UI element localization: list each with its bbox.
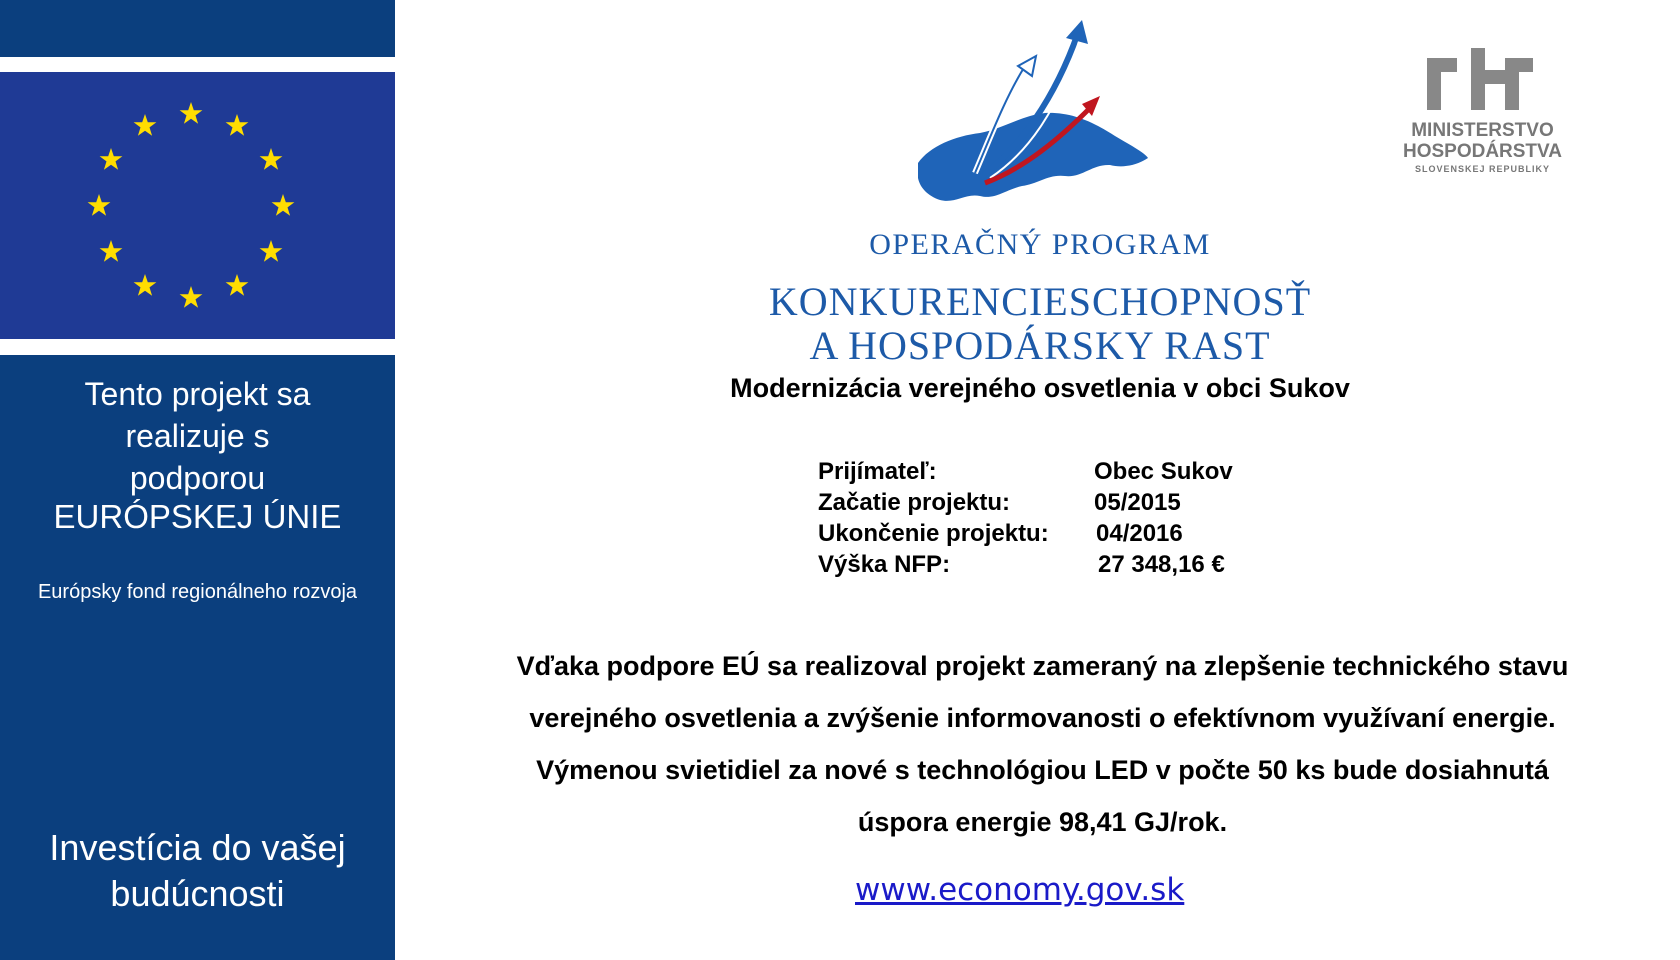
eu-flag — [0, 72, 395, 339]
ministry-logo — [1385, 48, 1575, 188]
description-line: úspora energie 98,41 GJ/rok. — [857, 807, 1228, 837]
info-label: Výška NFP: — [818, 551, 951, 578]
ministry-name-line3: SLOVENSKEJ REPUBLIKY — [1414, 164, 1551, 174]
left-panel — [0, 0, 395, 960]
eu-support-panel — [0, 355, 395, 960]
website-link[interactable]: www.economy.gov.sk — [855, 872, 1185, 908]
op-program-name-line2: A HOSPODÁRSKY RAST — [809, 323, 1271, 368]
fund-name-text: Európsky fond regionálneho rozvoja — [37, 581, 358, 603]
project-description — [410, 640, 1675, 848]
info-label: Začatie projektu: — [818, 489, 1011, 516]
info-label: Ukončenie projektu: — [818, 520, 1049, 547]
investment-slogan: Investícia do vašej budúcnosti — [49, 827, 346, 914]
info-label: Prijímateľ: — [818, 458, 937, 485]
op-program-label: OPERAČNÝ PROGRAM — [869, 228, 1211, 261]
info-value: Obec Sukov — [1094, 458, 1233, 485]
info-value: 27 348,16 € — [1098, 551, 1225, 578]
eu-name-text: EURÓPSKEJ ÚNIE — [53, 498, 342, 535]
info-value: 05/2015 — [1094, 489, 1181, 516]
description-line: Výmenou svietidiel za nové s technológiou LED v počte 50 ks bude dosiahnutá — [536, 755, 1549, 785]
operational-program-logo — [910, 18, 1160, 218]
description-line: Vďaka podpore EÚ sa realizoval projekt zameraný na zlepšenie technického stavu — [516, 651, 1569, 681]
ministry-name-line2: HOSPODÁRSTVA — [1402, 141, 1563, 162]
ministry-name-line1: MINISTERSTVO — [1411, 120, 1554, 141]
info-value: 04/2016 — [1096, 520, 1183, 547]
project-title: Modernizácia verejného osvetlenia v obci Sukov — [730, 373, 1350, 403]
op-program-name-line1: KONKURENCIESCHOPNOSŤ — [768, 279, 1312, 324]
top-blue-strip — [0, 0, 395, 57]
ministry-rh-icon — [1385, 48, 1580, 118]
support-intro-text: Tento projekt sa realizuje s podporou — [84, 376, 311, 496]
description-line: verejného osvetlenia a zvýšenie informovanosti o efektívnom využívaní energie. — [529, 703, 1556, 733]
eu-stars-icon — [0, 72, 395, 339]
